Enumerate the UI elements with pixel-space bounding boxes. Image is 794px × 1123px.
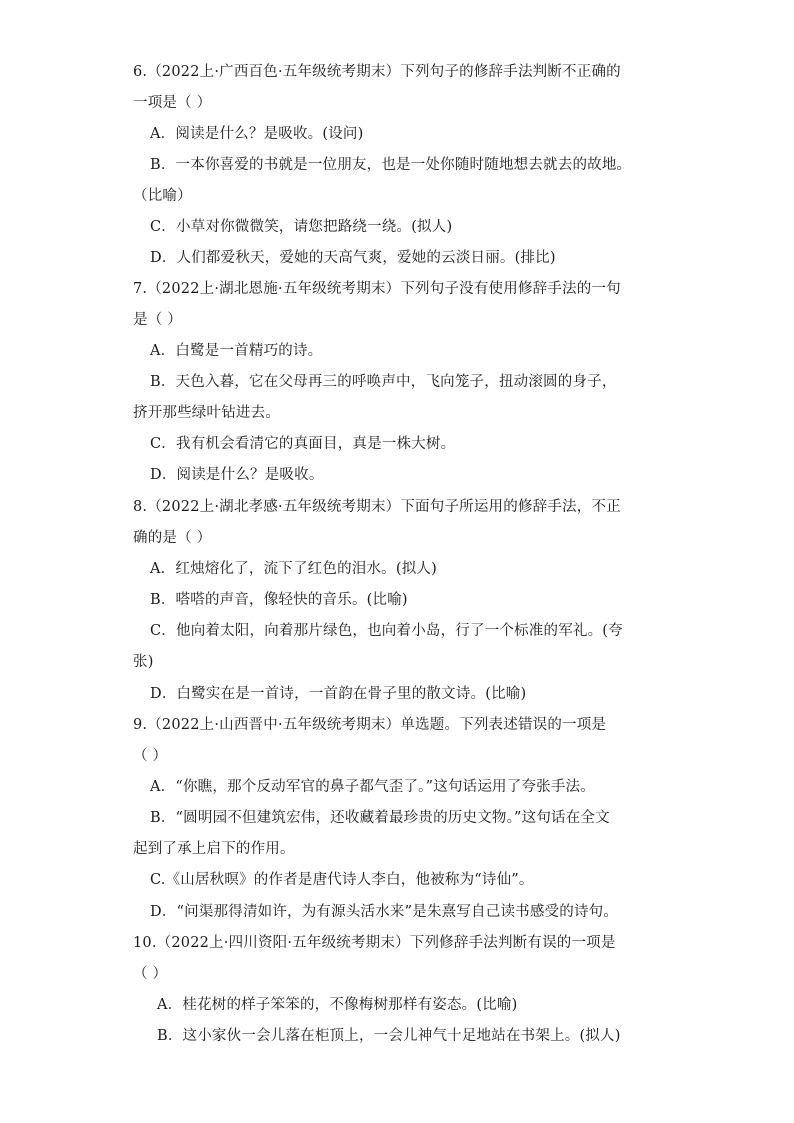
question-7-stem-cont: 是（ ） — [133, 312, 182, 328]
question-9-option-a: A．“你瞧，那个反动军官的鼻子都气歪了。”这句话运用了夸张手法。 — [150, 779, 595, 795]
question-6-option-b-cont: （比喻） — [133, 188, 192, 204]
question-8-option-c-cont: 张) — [133, 654, 154, 670]
question-8-option-d: D．白鹭实在是一首诗，一首韵在骨子里的散文诗。(比喻) — [150, 686, 527, 702]
question-7-option-b-cont: 挤开那些绿叶钻进去。 — [133, 405, 280, 421]
question-10-option-a: A．桂花树的样子笨笨的，不像梅树那样有姿态。(比喻) — [157, 997, 518, 1013]
question-7-option-b: B．天色入暮，它在父母再三的呼唤声中，飞向笼子，扭动滚圆的身子， — [150, 374, 617, 390]
question-6-stem: 6.（2022上·广西百色·五年级统考期末）下列句子的修辞手法判断不正确的 — [133, 64, 621, 80]
question-9-stem: 9.（2022上·山西晋中·五年级统考期末）单选题。下列表述错误的一项是 — [133, 717, 607, 733]
question-8-option-c: C．他向着太阳，向着那片绿色，也向着小岛，行了一个标准的军礼。(夸 — [150, 623, 623, 639]
question-8-option-b: B．嗒嗒的声音，像轻快的音乐。(比喻) — [150, 592, 408, 608]
question-8-option-a: A．红烛熔化了，流下了红色的泪水。(拟人) — [150, 561, 437, 577]
question-6-option-a: A．阅读是什么？是吸收。(设问) — [150, 126, 364, 142]
question-8-stem: 8.（2022上·湖北孝感·五年级统考期末）下面句子所运用的修辞手法，不正 — [133, 499, 621, 515]
question-10-stem: 10.（2022上·四川资阳·五年级统考期末）下列修辞手法判断有误的一项是 — [133, 935, 616, 951]
question-6-option-d: D．人们都爱秋天，爱她的天高气爽，爱她的云淡日丽。(排比) — [150, 250, 556, 266]
question-6-option-b: B．一本你喜爱的书就是一位朋友，也是一处你随时随地想去就去的故地。 — [150, 157, 632, 173]
question-10-stem-cont: （ ） — [133, 966, 168, 982]
question-6-stem-cont: 一项是（ ） — [133, 95, 212, 111]
question-7-option-c: C．我有机会看清它的真面目，真是一株大树。 — [150, 436, 456, 452]
question-9-option-c: C.《山居秋暝》的作者是唐代诗人李白，他被称为“诗仙”。 — [150, 872, 534, 888]
question-7-stem: 7.（2022上·湖北恩施·五年级统考期末）下列句子没有使用修辞手法的一句 — [133, 281, 621, 297]
question-9-option-b-cont: 起到了承上启下的作用。 — [133, 841, 295, 857]
question-7-option-d: D．阅读是什么？是吸收。 — [150, 467, 324, 483]
question-9-stem-cont: （ ） — [133, 748, 168, 764]
question-10-option-b: B．这小家伙一会儿落在柜顶上，一会儿神气十足地站在书架上。(拟人) — [157, 1028, 621, 1044]
question-7-option-a: A．白鹭是一首精巧的诗。 — [150, 343, 323, 359]
question-8-stem-cont: 确的是（ ） — [133, 530, 212, 546]
question-6-option-c: C．小草对你微微笑，请您把路绕一绕。(拟人) — [150, 219, 453, 235]
question-9-option-d: D．“问渠那得清如许，为有源头活水来”是朱熹写自己读书感受的诗句。 — [150, 904, 619, 920]
question-9-option-b: B．“圆明园不但建筑宏伟，还收藏着最珍贵的历史文物。”这句话在全文 — [150, 810, 610, 826]
